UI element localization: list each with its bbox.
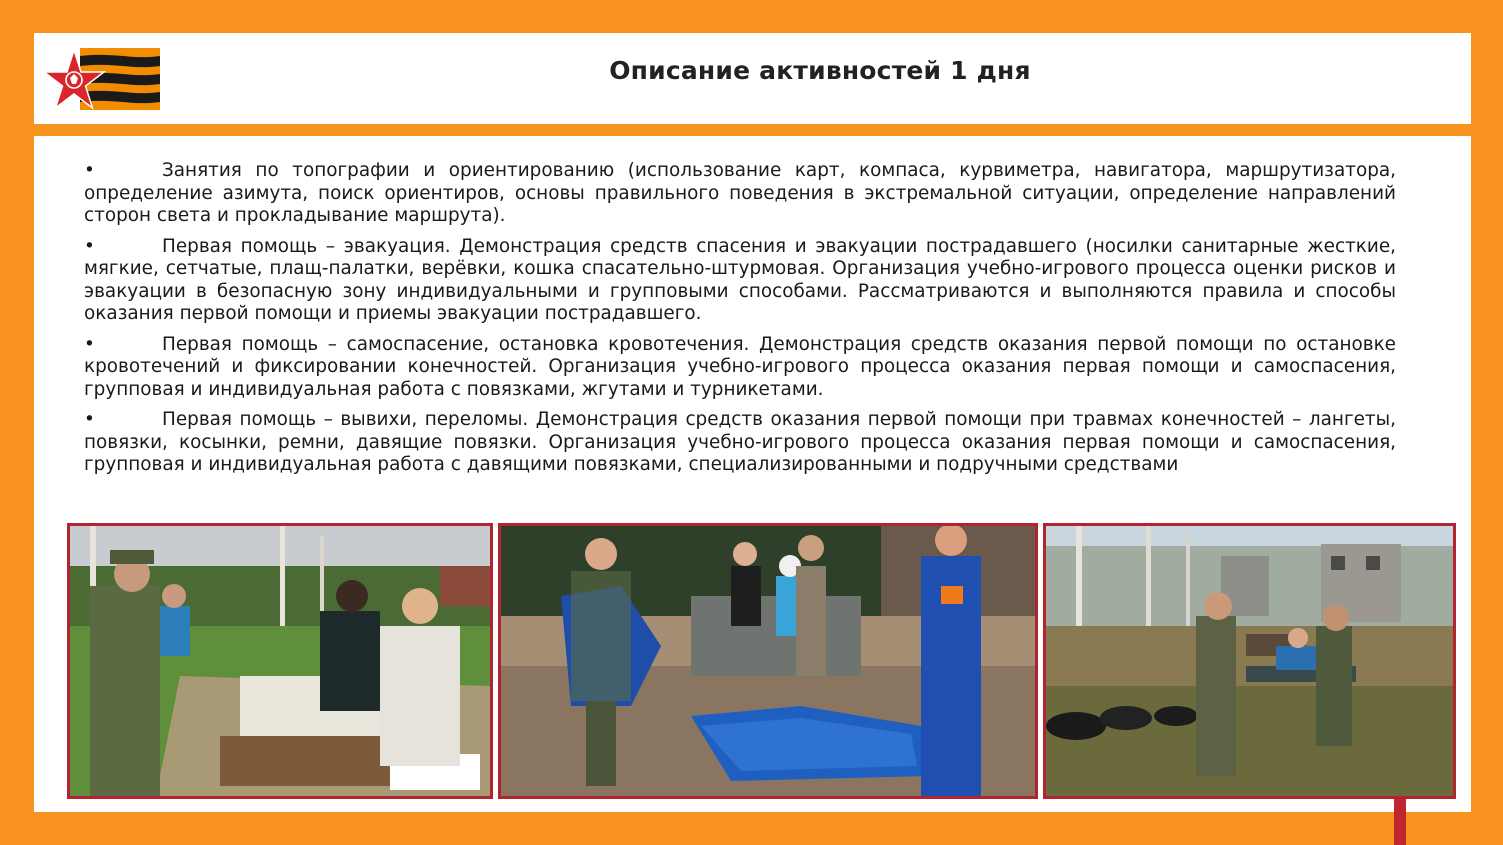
list-item xyxy=(84,334,1396,402)
logo xyxy=(44,44,162,114)
list-item xyxy=(84,236,1396,326)
bullet-text: Первая помощь – самоспасение, остановка кровотечения. Демонстрация средств оказания первой помощи по остановке кровотечений и фиксировании конечностей. Организация учебно-игрового процесса оказания первая помощи и самоспасения, групповая и индивидуальная работа с повязками, жгутами и турникетами. xyxy=(84,333,1396,400)
bullet-marker: • xyxy=(84,235,95,257)
red-accent-stripe xyxy=(1394,797,1406,845)
photo-evacuation-drill xyxy=(1043,523,1456,799)
bullet-marker: • xyxy=(84,409,95,430)
list-item xyxy=(84,160,1396,228)
bullet-text: Первая помощь – эвакуация. Демонстрация средств спасения и эвакуации пострадавшего (носилки санитарные жесткие, мягкие, сетчатые, плащ-палатки, верёвки, кошка спасательно-штурмовая. Организация учебно-игрового процесса оценки рисков и эвакуации в безопасную зону индивидуальными и групповыми способами. Рассматриваются и выполняются правила и способы оказания первой помощи и приемы эвакуации пострадавшего. xyxy=(84,235,1396,324)
rescue-stretcher-demo-photo xyxy=(501,526,1035,796)
page-title: Описание активностей 1 дня xyxy=(609,56,1031,85)
bullet-text: Первая помощь – вывихи, переломы. Демонстрация средств оказания первой помощи при травмах конечностей – лангеты, повязки, косынки, ремни, давящие повязки. Организация учебно-игрового процесса оказания первая помощи и самоспасения, групповая и индивидуальная работа с давящими повязками, специализированными и подручными средствами xyxy=(84,409,1396,475)
list-item xyxy=(84,409,1396,477)
photo-rescue-demo xyxy=(498,523,1038,799)
bullet-marker: • xyxy=(84,160,95,181)
header-divider xyxy=(34,124,1471,136)
outdoor-topography-lesson-photo xyxy=(70,526,490,796)
red-star-with-st-george-ribbon-icon xyxy=(44,44,162,114)
bullet-text: Занятия по топографии и ориентированию (использование карт, компаса, курвиметра, навигатора, маршрутизатора, определение азимута, поиск ориентиров, основы правильного поведения в экстремальной ситуации, определение направлений сторон света и прокладывание маршрута). xyxy=(84,160,1396,226)
activity-list xyxy=(84,160,1396,485)
photo-topography-lesson xyxy=(67,523,493,799)
bullet-marker: • xyxy=(84,333,95,355)
bottom-bar xyxy=(0,812,1503,845)
stretcher-evacuation-drill-photo xyxy=(1046,526,1453,796)
